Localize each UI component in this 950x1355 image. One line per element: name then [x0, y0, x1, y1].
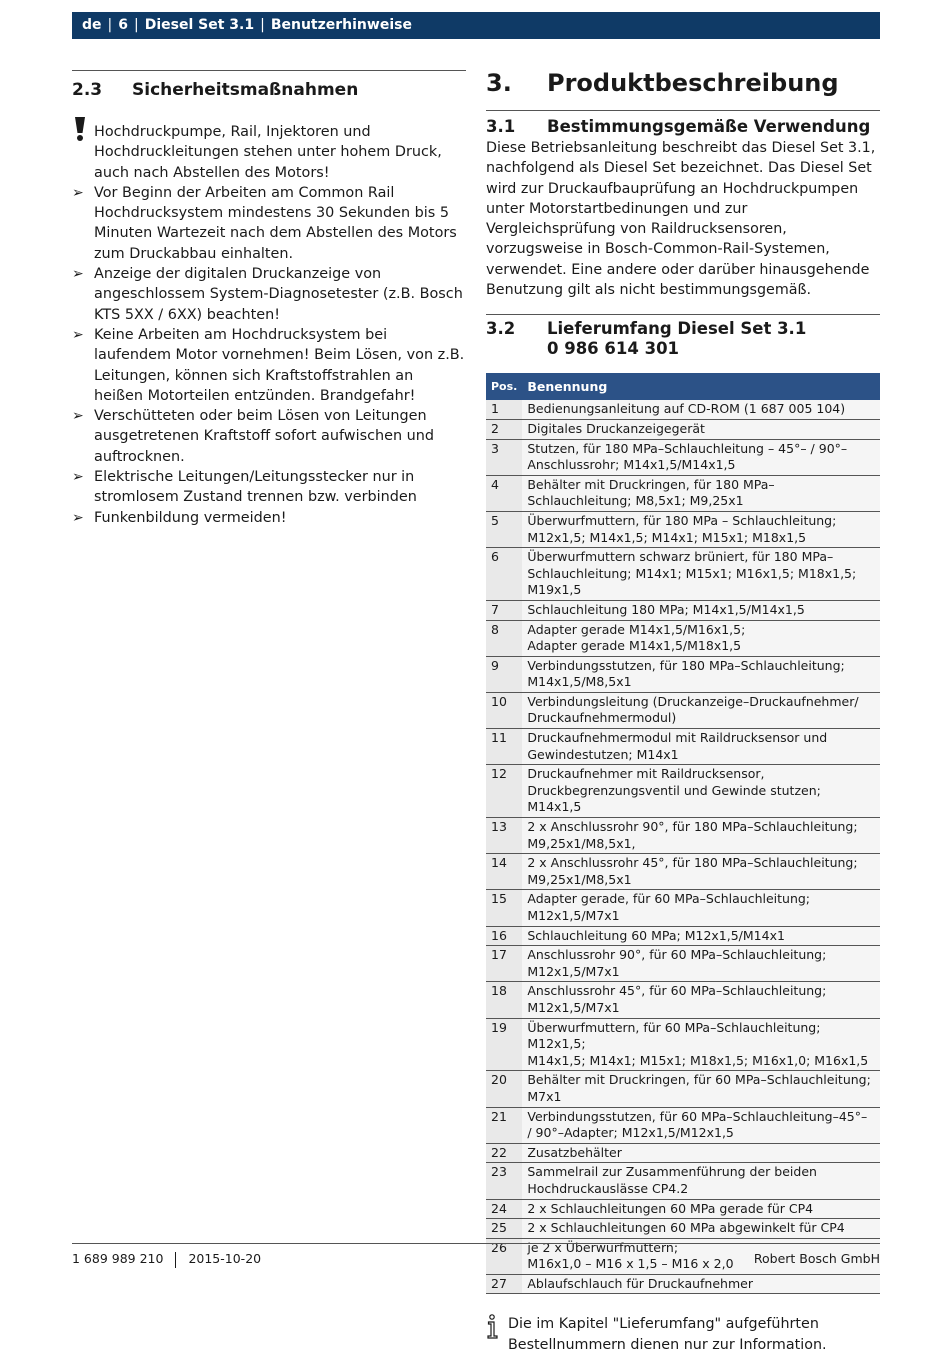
- row-designation: Ablaufschlauch für Druckaufnehmer: [522, 1274, 880, 1294]
- chapter-title-text: Produktbeschreibung: [547, 69, 839, 97]
- row-position: 17: [486, 946, 522, 982]
- table-row: [486, 400, 880, 419]
- scope-table: [486, 373, 880, 1294]
- section-rule: [72, 70, 466, 71]
- table-row: [486, 926, 880, 946]
- safety-heading: [72, 76, 466, 104]
- table-row: [486, 765, 880, 818]
- list-item: ➢ Verschütteten oder beim Lösen von Leitungen ausgetretenen Kraftstoff sofort aufwischen und auftrocknen.: [72, 408, 435, 465]
- footer-date: 2015-10-20: [188, 1251, 262, 1266]
- table-row: [486, 1018, 880, 1071]
- arrow-bullet-icon: ➢: [72, 326, 84, 343]
- table-row: [486, 1071, 880, 1107]
- table-row: [486, 439, 880, 475]
- arrow-bullet-icon: ➢: [72, 469, 84, 486]
- table-row: [486, 656, 880, 692]
- row-designation: Schlauchleitung 60 MPa; M12x1,5/M14x1: [522, 926, 880, 946]
- list-item: ➢ Anzeige der digitalen Druckanzeige von angeschlossem System-Diagnosetester (z.B. Bosch KTS 5XX / 6XX) beachten!: [72, 266, 463, 323]
- header-separator: |: [134, 17, 139, 33]
- row-position: 3: [486, 439, 522, 475]
- row-designation: Schlauchleitung 180 MPa; M14x1,5/M14x1,5: [522, 600, 880, 620]
- table-row: [486, 511, 880, 547]
- table-row: [486, 692, 880, 728]
- section-rule: [486, 314, 880, 315]
- row-position: 9: [486, 656, 522, 692]
- column-header-name: Benennung: [522, 373, 880, 400]
- row-designation: Überwurfmuttern schwarz brüniert, für 180 MPa– Schlauchleitung; M14x1; M15x1; M16x1,5; M18x1,5; M19x1,5: [522, 548, 880, 601]
- table-row: [486, 1219, 880, 1239]
- row-position: 22: [486, 1143, 522, 1163]
- row-designation: Verbindungsstutzen, für 180 MPa–Schlauchleitung; M14x1,5/M8,5x1: [522, 656, 880, 692]
- footer-doc-number: 1 689 989 210: [72, 1251, 164, 1266]
- row-position: 2: [486, 419, 522, 439]
- table-row: [486, 982, 880, 1018]
- safety-title: Sicherheitsmaßnahmen: [132, 80, 359, 100]
- list-item: ➢ Elektrische Leitungen/Leitungsstecker nur in stromlosem Zustand trennen bzw. verbinden: [72, 469, 417, 506]
- exclamation-icon: [72, 116, 88, 142]
- row-position: 13: [486, 818, 522, 854]
- chapter-number: 3.: [486, 69, 512, 97]
- product-column: [486, 66, 880, 1355]
- info-note: [486, 1314, 880, 1355]
- row-position: 27: [486, 1274, 522, 1294]
- footer-company: Robert Bosch GmbH: [753, 1251, 880, 1266]
- list-item: ➢ Vor Beginn der Arbeiten am Common Rail Hochdrucksystem mindestens 30 Sekunden bis 5 Minuten Wartezeit nach dem Abstellen des Motors zum Druckabbau einhalten.: [72, 184, 457, 262]
- scope-heading: [486, 319, 880, 359]
- warning-text: Hochdruckpumpe, Rail, Injektoren und Hochdruckleitungen stehen unter hohem Druck, auch nach Abstellen des Motors!: [94, 124, 442, 181]
- table-row: [486, 548, 880, 601]
- table-row: [486, 620, 880, 656]
- row-position: 1: [486, 400, 522, 419]
- row-position: 18: [486, 982, 522, 1018]
- header-separator: |: [107, 17, 113, 33]
- arrow-bullet-icon: ➢: [72, 408, 84, 425]
- scope-title: Lieferumfang Diesel Set 3.1: [547, 319, 807, 339]
- row-position: 11: [486, 729, 522, 765]
- header-language: de: [82, 17, 102, 33]
- row-designation: 2 x Anschlussrohr 90°, für 180 MPa–Schlauchleitung; M9,25x1/M8,5x1,: [522, 818, 880, 854]
- row-position: 7: [486, 600, 522, 620]
- arrow-bullet-icon: ➢: [72, 184, 84, 201]
- arrow-bullet-icon: ➢: [72, 509, 84, 526]
- row-designation: Verbindungsstutzen, für 60 MPa–Schlauchleitung–45°– / 90°–Adapter; M12x1,5/M12x1,5: [522, 1107, 880, 1143]
- row-position: 6: [486, 548, 522, 601]
- row-position: 24: [486, 1199, 522, 1219]
- row-designation: Verbindungsleitung (Druckanzeige–Druckaufnehmer/ Druckaufnehmermodul): [522, 692, 880, 728]
- table-row: [486, 1163, 880, 1199]
- info-note-text: Die im Kapitel "Lieferumfang" aufgeführten Bestellnummern dienen nur zur Information.: [508, 1316, 827, 1353]
- table-row: [486, 890, 880, 926]
- row-designation: Behälter mit Druckringen, für 60 MPa–Schlauchleitung; M7x1: [522, 1071, 880, 1107]
- table-row: [486, 1143, 880, 1163]
- list-item: ➢ Keine Arbeiten am Hochdrucksystem bei laufendem Motor vornehmen! Beim Lösen, von z.B. Leitungen, können sich Kraftstoffstrahlen an heißen Motorteilen entzünden. Brandgefahr!: [72, 326, 465, 404]
- table-row: [486, 1107, 880, 1143]
- row-designation: Sammelrail zur Zusammenführung der beiden Hochdruckauslässe CP4.2: [522, 1163, 880, 1199]
- row-position: 10: [486, 692, 522, 728]
- row-designation: Digitales Druckanzeigegerät: [522, 419, 880, 439]
- row-designation: je 2 x Überwurfmuttern; M16x1,0 – M16 x 1,5 – M16 x 2,0: [522, 1238, 880, 1274]
- row-designation: Adapter gerade M14x1,5/M16x1,5; Adapter gerade M14x1,5/M18x1,5: [522, 620, 880, 656]
- row-designation: Druckaufnehmer mit Raildrucksensor, Druckbegrenzungsventil und Gewinde stutzen; M14x1,5: [522, 765, 880, 818]
- info-icon: [486, 1314, 500, 1340]
- table-row: [486, 475, 880, 511]
- use-number: 3.1: [486, 117, 516, 136]
- scope-table-body: [486, 400, 880, 1294]
- row-position: 19: [486, 1018, 522, 1071]
- row-designation: Stutzen, für 180 MPa–Schlauchleitung – 45°– / 90°– Anschlussrohr; M14x1,5/M14x1,5: [522, 439, 880, 475]
- table-row: [486, 1274, 880, 1294]
- header-separator: |: [260, 17, 265, 33]
- table-row: [486, 600, 880, 620]
- row-designation: Druckaufnehmermodul mit Raildrucksensor und Gewindestutzen; M14x1: [522, 729, 880, 765]
- safety-number: 2.3: [72, 80, 103, 100]
- header-page-number: 6: [118, 17, 128, 33]
- table-row: [486, 729, 880, 765]
- row-designation: Adapter gerade, für 60 MPa–Schlauchleitung; M12x1,5/M7x1: [522, 890, 880, 926]
- row-designation: Anschlussrohr 90°, für 60 MPa–Schlauchleitung; M12x1,5/M7x1: [522, 946, 880, 982]
- row-position: 15: [486, 890, 522, 926]
- row-position: 14: [486, 854, 522, 890]
- use-heading: [486, 117, 880, 137]
- page-header: [72, 12, 880, 39]
- row-designation: Überwurfmuttern, für 180 MPa – Schlauchleitung; M12x1,5; M14x1,5; M14x1; M15x1; M18x1,5: [522, 511, 880, 547]
- table-row: [486, 854, 880, 890]
- table-row: [486, 818, 880, 854]
- header-section: Benutzerhinweise: [270, 17, 412, 33]
- row-position: 12: [486, 765, 522, 818]
- footer-divider: [175, 1252, 176, 1268]
- row-designation: Überwurfmuttern, für 60 MPa–Schlauchleitung; M12x1,5; M14x1,5; M14x1; M15x1; M18x1,5; M16x1,0; M16x1,5: [522, 1018, 880, 1071]
- warning-block: [72, 122, 466, 183]
- row-position: 20: [486, 1071, 522, 1107]
- scope-number: 3.2: [486, 319, 516, 339]
- scope-part-number: 0 986 614 301: [547, 339, 680, 359]
- row-designation: Anschlussrohr 45°, für 60 MPa–Schlauchleitung; M12x1,5/M7x1: [522, 982, 880, 1018]
- section-rule: [486, 110, 880, 111]
- arrow-bullet-icon: ➢: [72, 266, 84, 283]
- use-title: Bestimmungsgemäße Verwendung: [547, 117, 871, 136]
- row-position: 16: [486, 926, 522, 946]
- chapter-title: [486, 66, 880, 100]
- row-position: 4: [486, 475, 522, 511]
- row-designation: 2 x Schlauchleitungen 60 MPa gerade für CP4: [522, 1199, 880, 1219]
- row-position: 5: [486, 511, 522, 547]
- row-position: 23: [486, 1163, 522, 1199]
- table-row: [486, 419, 880, 439]
- row-position: 21: [486, 1107, 522, 1143]
- row-designation: Behälter mit Druckringen, für 180 MPa–Schlauchleitung; M8,5x1; M9,25x1: [522, 475, 880, 511]
- table-row: [486, 946, 880, 982]
- table-header-row: [486, 373, 880, 400]
- row-position: 25: [486, 1219, 522, 1239]
- row-designation: 2 x Schlauchleitungen 60 MPa abgewinkelt für CP4: [522, 1219, 880, 1239]
- row-designation: Zusatzbehälter: [522, 1143, 880, 1163]
- row-position: 26: [486, 1238, 522, 1274]
- header-product: Diesel Set 3.1: [144, 17, 255, 33]
- safety-column: [72, 70, 466, 528]
- row-designation: Bedienungsanleitung auf CD-ROM (1 687 005 104): [522, 400, 880, 419]
- row-designation: 2 x Anschlussrohr 45°, für 180 MPa–Schlauchleitung; M9,25x1/M8,5x1: [522, 854, 880, 890]
- use-description: Diese Betriebsanleitung beschreibt das Diesel Set 3.1, nachfolgend als Diesel Set bezeichnet. Das Diesel Set wird zur Druckaufbauprüfung an Hochdruckpumpen unter Motorstartbedinungen und zur Vergleichsprüfung von Raildrucksensoren, vorzugsweise in Bosch-Common-Rail-Systemen, verwendet. Eine andere oder darüber hinausgehende Benutzung gilt als nicht bestimmungsgemäß.: [486, 140, 876, 299]
- column-header-pos: Pos.: [486, 373, 522, 400]
- row-position: 8: [486, 620, 522, 656]
- safety-bullet-list: [72, 183, 466, 528]
- list-item: ➢ Funkenbildung vermeiden!: [72, 508, 466, 528]
- table-row: [486, 1199, 880, 1219]
